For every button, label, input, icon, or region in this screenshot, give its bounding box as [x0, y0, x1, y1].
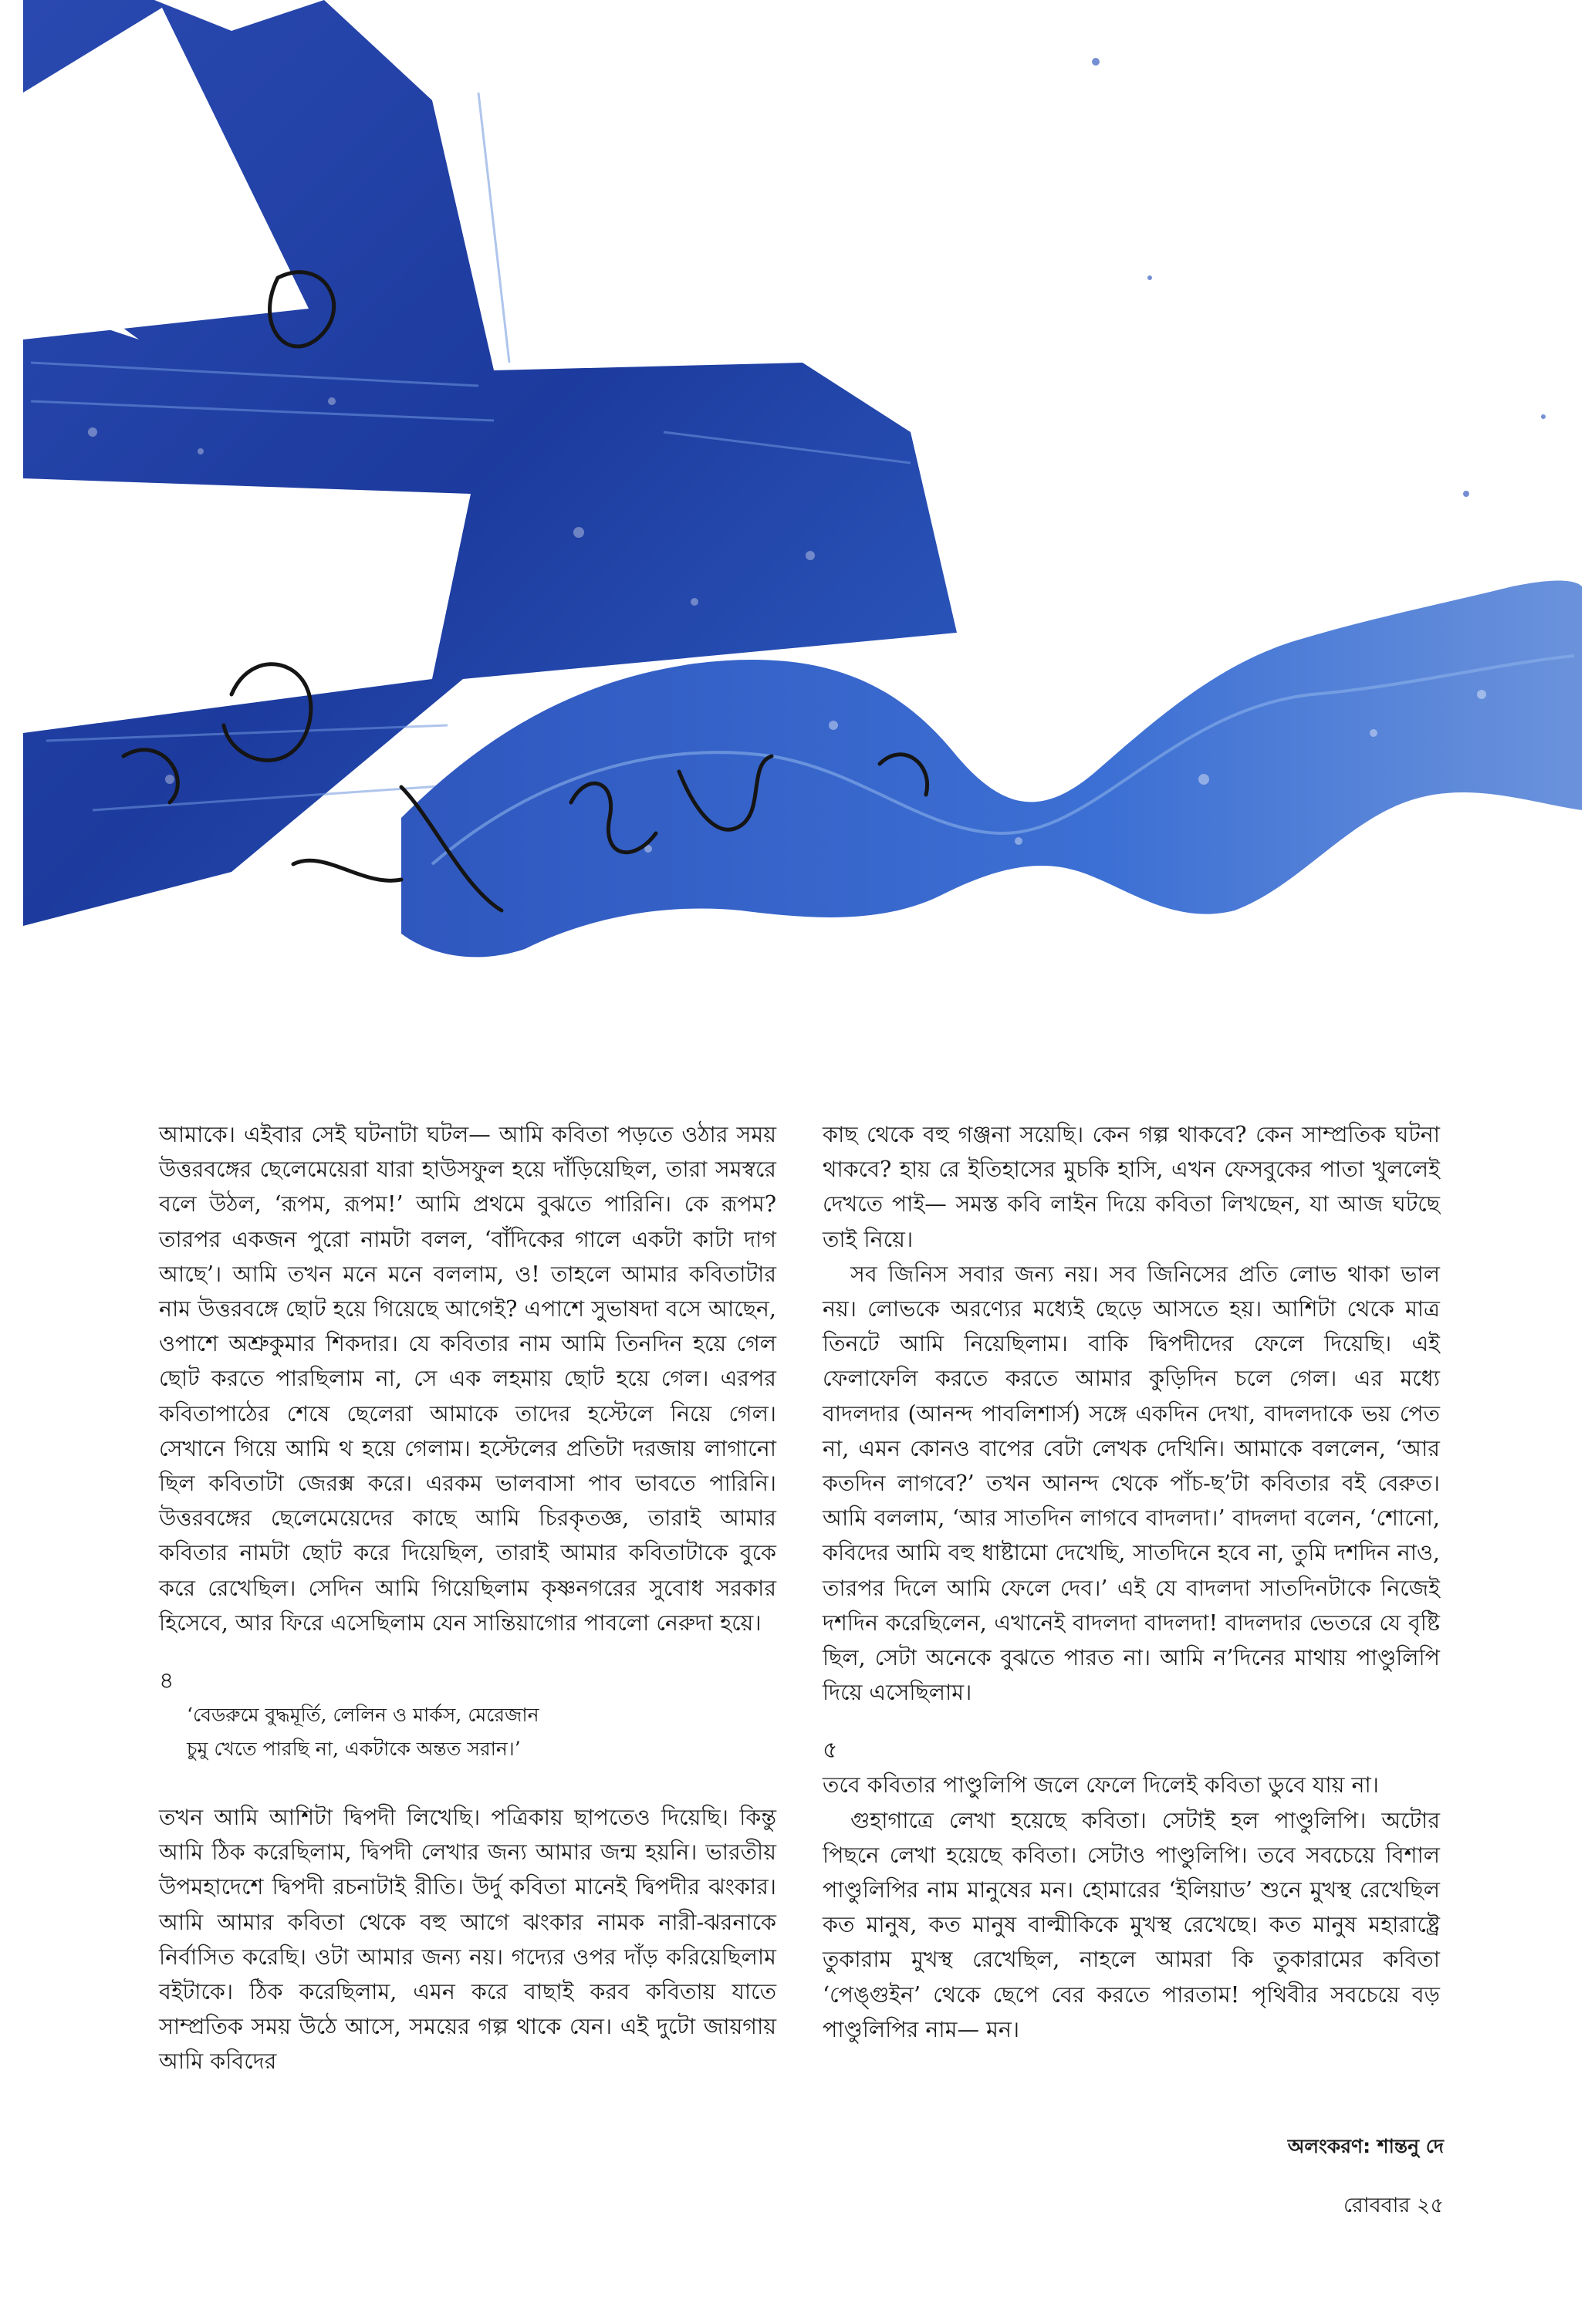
epigraph — [159, 1698, 776, 1766]
left-column — [159, 1117, 776, 2079]
right-column — [823, 1117, 1440, 2047]
paragraph: আমাকে। এইবার সেই ঘটনাটা ঘটল— আমি কবিতা পড়তে ওঠার সময় উত্তরবঙ্গের ছেলেমেয়েরা যারা হাউসফুল হয়ে দাঁড়িয়েছিল, তারা সমস্বরে বলে উঠল, ‘রূপম, রূপম!’ আমি প্রথমে বুঝতে পারিনি। কে রূপম? তারপর একজন পুরো নামটা বলল, ‘বাঁদিকের গালে একটা কাটা দাগ আছে’। আমি তখন মনে মনে বললাম, ও! তাহলে আমার কবিতাটার নাম উত্তরবঙ্গে ছোট হয়ে গিয়েছে আগেই? এপাশে সুভাষদা বসে আছেন, ওপাশে অশ্রুকুমার শিকদার। যে কবিতার নাম আমি তিনদিন হয়ে গেল ছোট করতে পারছিলাম না, সে এক লহমায় ছোট হয়ে গেল। এরপর কবিতাপাঠের শেষে ছেলেরা আমাকে তাদের হস্টেলে নিয়ে গেল। সেখানে গিয়ে আমি থ হয়ে গেলাম। হস্টেলের প্রতিটা দরজায় লাগানো ছিল কবিতাটা জেরক্স করে। এরকম ভালবাসা পাব ভাবতে পারিনি। উত্তরবঙ্গের ছেলেমেয়েদের কাছে আমি চিরকৃতজ্ঞ, তারাই আমার কবিতার নামটা ছোট করে দিয়েছিল, তারাই আমার কবিতাটাকে বুকে করে রেখেছিল। সেদিন আমি গিয়েছিলাম কৃষ্ণনগরের সুবোধ সরকার হিসেবে, আর ফিরে এসেছিলাম যেন সান্তিয়াগোর পাবলো নেরুদা হয়ে। — [159, 1122, 776, 1636]
section-number: ৫ — [823, 1737, 838, 1765]
chalk-specks — [1092, 58, 1546, 497]
paragraph: তবে কবিতার পাণ্ডুলিপি জলে ফেলে দিলেই কবিতা ডুবে যায় না। — [823, 1772, 1379, 1799]
illustration-credit: অলংকরণ: শান্তনু দে — [1287, 2135, 1444, 2157]
epigraph-line: চুমু খেতে পারছি না, একটাকে অন্তত সরান।’ — [187, 1738, 521, 1761]
page-folio: রোববার ২৫ — [1343, 2194, 1444, 2218]
paragraph: কাছ থেকে বহু গঞ্জনা সয়েছি। কেন গল্প থাকবে? কেন সাম্প্রতিক ঘটনা থাকবে? হায় রে ইতিহাসের মুচকি হাসি, এখন ফেসবুকের পাতা খুললেই দেখতে পাই— সমস্ত কবি লাইন দিয়ে কবিতা লিখছেন, যা আজ ঘটছে তাই নিয়ে। — [823, 1122, 1440, 1252]
paragraph: সব জিনিস সবার জন্য নয়। সব জিনিসের প্রতি লোভ থাকা ভাল নয়। লোভকে অরণ্যের মধ্যেই ছেড়ে আসতে হয়। আশিটা থেকে মাত্র তিনটে আমি নিয়েছিলাম। বাকি দ্বিপদীদের ফেলে দিয়েছি। এই ফেলাফেলি করতে করতে আমার কুড়িদিন চলে গেল। এর মধ্যে বাদলদার (আনন্দ পাবলিশার্স) সঙ্গে একদিন দেখা, বাদলদাকে ভয় পেত না, এমন কোনও বাপের বেটা লেখক দেখিনি। আমাকে বললেন, ‘আর কতদিন লাগবে?’ তখন আনন্দ থেকে পাঁচ-ছ’টা কবিতার বই বেরুত। আমি বললাম, ‘আর সাতদিন লাগবে বাদলদা।’ বাদলদা বলেন, ‘শোনো, কবিদের আমি বহু ধাষ্টামো দেখেছি, সাতদিনে হবে না, তুমি দশদিন নাও, তারপর দিলে আমি ফেলে দেব।’ এই যে বাদলদা সাতদিনটাকে নিজেই দশদিন করেছিলেন, এখানেই বাদলদা বাদলদা! বাদলদার ভেতরে যে বৃষ্টি ছিল, সেটা অনেকে বুঝতে পারত না। আমি ন’দিনের মাথায় পাণ্ডুলিপি দিয়ে এসেছিলাম। — [823, 1261, 1440, 1706]
epigraph-line: ‘বেডরুমে বুদ্ধমূর্তি, লেলিন ও মার্কস, মেরেজান — [187, 1704, 539, 1727]
section-number: ৪ — [159, 1667, 174, 1695]
cover-illustration — [0, 0, 1595, 980]
paragraph: গুহাগাত্রে লেখা হয়েছে কবিতা। সেটাই হল পাণ্ডুলিপি। অটোর পিছনে লেখা হয়েছে কবিতা। সেটাও পাণ্ডুলিপি। তবে সবচেয়ে বিশাল পাণ্ডুলিপির নাম মানুষের মন। হোমারের ‘ইলিয়াড’ শুনে মুখস্থ রেখেছিল কত মানুষ, কত মানুষ বাল্মীকিকে মুখস্থ রেখেছে। কত মানুষ মহারাষ্ট্রে তুকারাম মুখস্থ রেখেছিল, নাহলে আমরা কি তুকারামের কবিতা ‘পেঙ্গুইন’ থেকে ছেপে বের করতে পারতাম! পৃথিবীর সবচেয়ে বড় পাণ্ডুলিপির নাম— মন। — [823, 1807, 1440, 2042]
paragraph: তখন আমি আশিটা দ্বিপদী লিখেছি। পত্রিকায় ছাপতেও দিয়েছি। কিন্তু আমি ঠিক করেছিলাম, দ্বিপদী লেখার জন্য আমার জন্ম হয়নি। ভারতীয় উপমহাদেশে দ্বিপদী রচনাটাই রীতি। উর্দু কবিতা মানেই দ্বিপদীর ঝংকার। আমি আমার কবিতা থেকে বহু আগে ঝংকার নামক নারী-ঝরনাকে নির্বাসিত করেছি। ওটা আমার জন্য নয়। গদ্যের ওপর দাঁড় করিয়েছিলাম বইটাকে। ঠিক করেছিলাম, এমন করে বাছাই করব কবিতায় যাতে সাম্প্রতিক সময় উঠে আসে, সময়ের গল্প থাকে যেন। এই দুটো জায়গায় আমি কবিদের — [159, 1805, 776, 2075]
